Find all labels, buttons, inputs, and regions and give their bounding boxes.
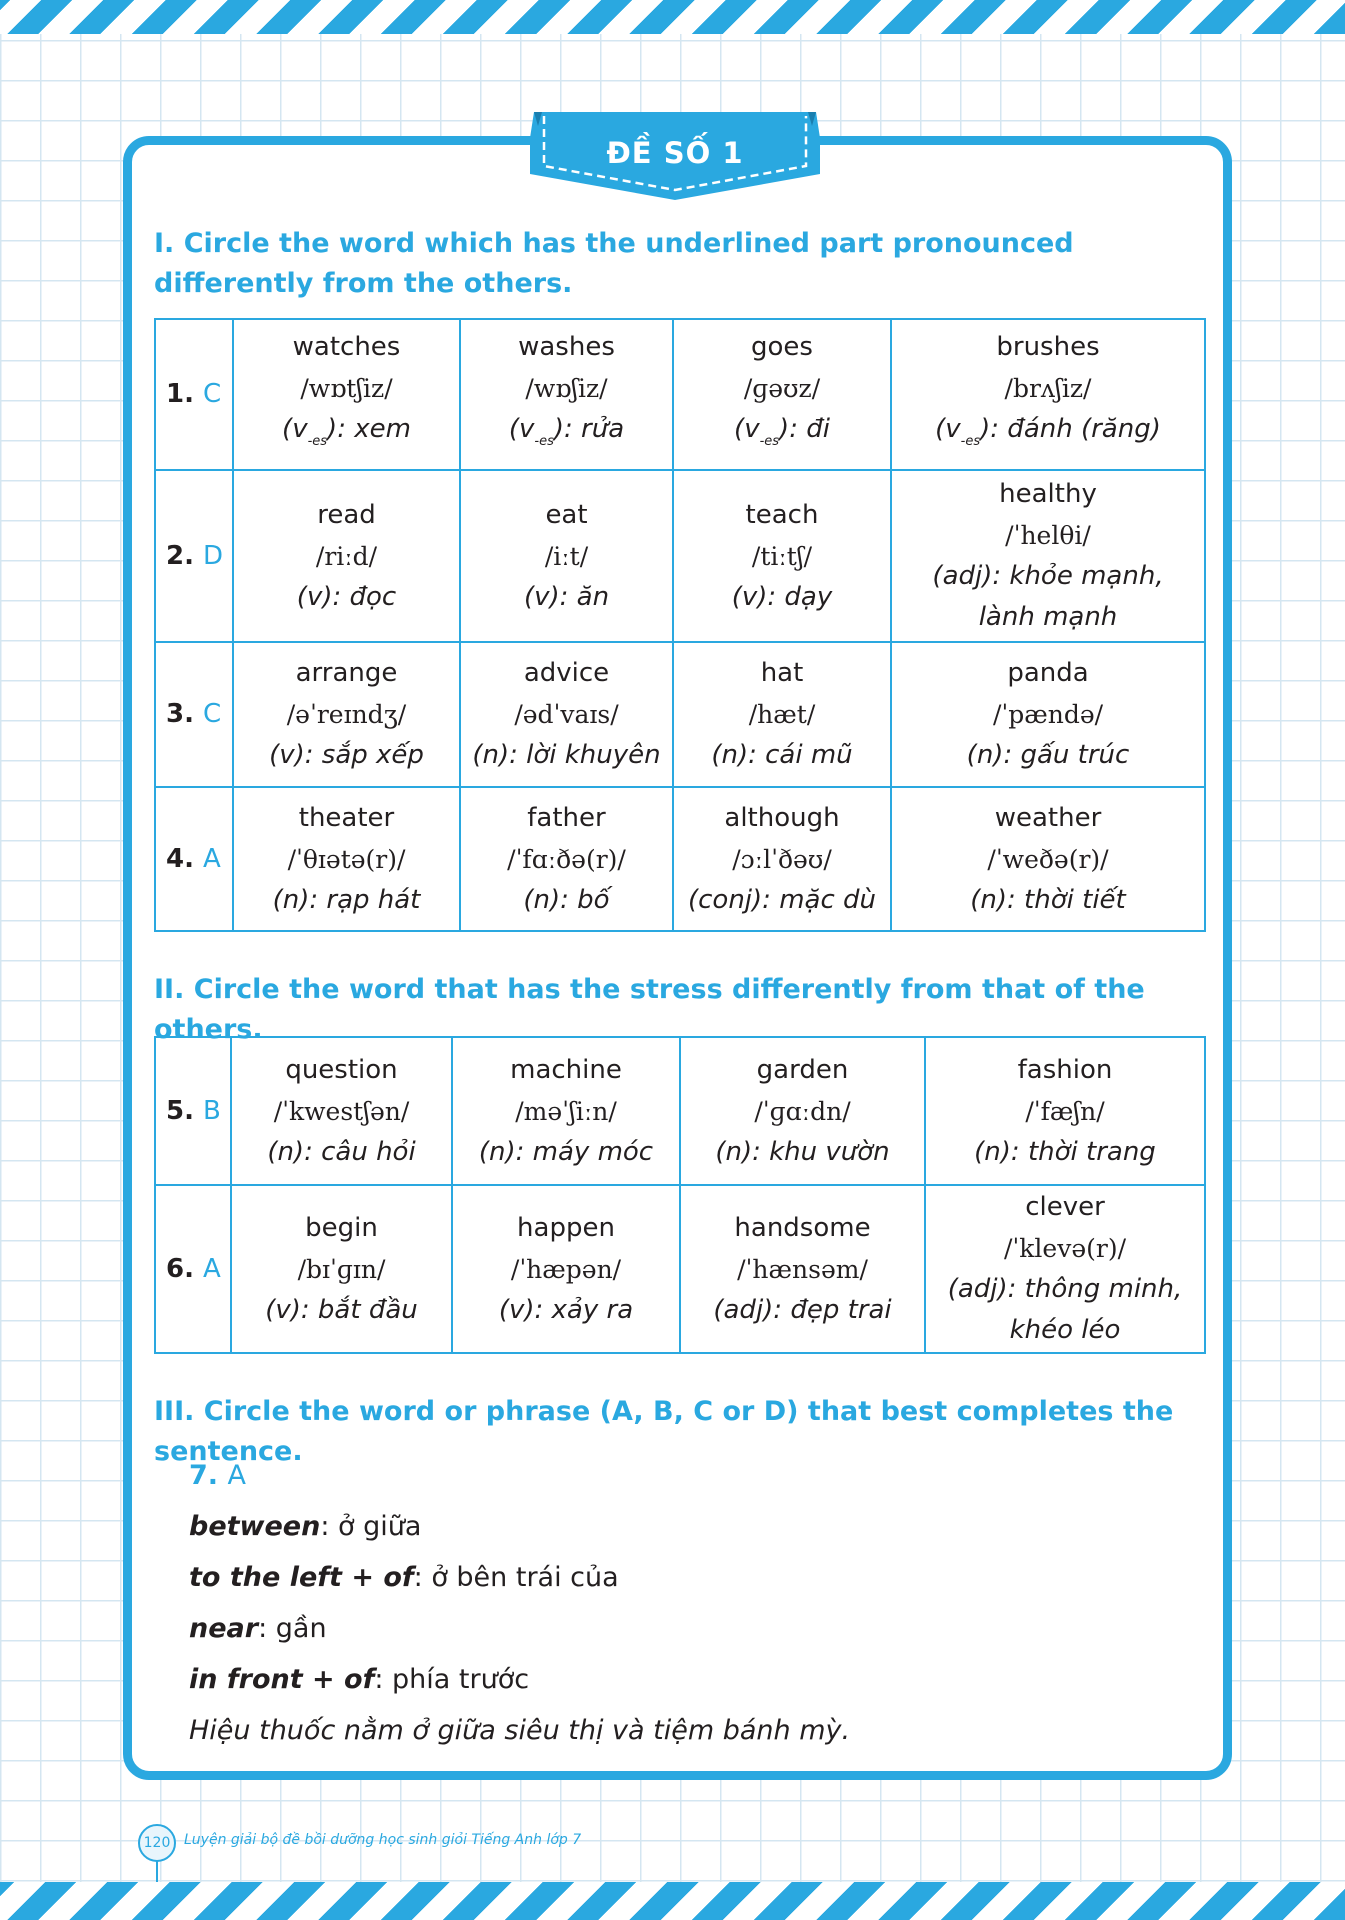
table-row	[155, 1185, 1205, 1353]
word-cell: read /riːd/ (v): đọc	[233, 470, 460, 642]
table-row	[155, 787, 1205, 931]
word-cell: clever /ˈklevə(r)/ (adj): thông minh, khéo léo	[925, 1185, 1205, 1353]
bottom-stripe-border	[0, 1882, 1345, 1920]
table-row	[155, 319, 1205, 470]
question-number-cell: 3. C	[155, 642, 233, 787]
word-cell: weather /ˈweðə(r)/ (n): thời tiết	[891, 787, 1205, 931]
answer-letter: B	[203, 1095, 221, 1126]
table-row	[155, 1037, 1205, 1185]
word-cell: panda /ˈpændə/ (n): gấu trúc	[891, 642, 1205, 787]
translation-line: Hiệu thuốc nằm ở giữa siêu thị và tiệm bánh mỳ.	[189, 1715, 851, 1746]
word-cell: washes /wɒʃiz/ $(v_{-es})$: rửa	[460, 319, 673, 470]
word-cell: healthy /ˈhelθi/ (adj): khỏe mạnh, lành mạnh	[891, 470, 1205, 642]
vocab-line: near: gần	[189, 1613, 327, 1644]
word-cell: garden /ˈɡɑːdn/ (n): khu vườn	[680, 1037, 925, 1185]
section-2-table	[154, 1036, 1206, 1354]
word-cell: hat /hæt/ (n): cái mũ	[673, 642, 891, 787]
word-cell: eat /iːt/ (v): ăn	[460, 470, 673, 642]
answer-letter: C	[203, 699, 222, 729]
question-7	[189, 1450, 1189, 1756]
question-number-cell: 1. C	[155, 319, 233, 470]
table-row	[155, 642, 1205, 787]
word-cell: father /ˈfɑːðə(r)/ (n): bố	[460, 787, 673, 931]
table-row	[155, 470, 1205, 642]
page-number: 120	[138, 1824, 176, 1862]
question-number-cell: 2. D	[155, 470, 233, 642]
book-title: Luyện giải bộ đề bồi dưỡng học sinh giỏi Tiếng Anh lớp 7	[184, 1832, 582, 1848]
question-7-number: 7. A	[189, 1460, 246, 1491]
vocab-line: between: ở giữa	[189, 1511, 422, 1542]
question-number-cell: 5. B	[155, 1037, 231, 1185]
answer-letter: A	[203, 1253, 221, 1284]
vocab-line: in front + of: phía trước	[189, 1664, 530, 1695]
word-cell: handsome /ˈhænsəm/ (adj): đẹp trai	[680, 1185, 925, 1353]
word-cell: brushes /brʌʃiz/ $(v_{-es})$: đánh (răng)	[891, 319, 1205, 470]
word-cell: question /ˈkwestʃən/ (n): câu hỏi	[231, 1037, 452, 1185]
section-1-table	[154, 318, 1206, 932]
question-number-cell: 4. A	[155, 787, 233, 931]
word-cell: arrange /əˈreɪndʒ/ (v): sắp xếp	[233, 642, 460, 787]
section-2-heading: II. Circle the word that has the stress differently from that of the others.	[154, 974, 1145, 1045]
answer-letter: D	[203, 540, 224, 571]
word-cell: although /ɔːlˈðəʊ/ (conj): mặc dù	[673, 787, 891, 931]
word-cell: teach /tiːtʃ/ (v): dạy	[673, 470, 891, 642]
answer-letter: A	[227, 1460, 246, 1491]
word-cell: happen /ˈhæpən/ (v): xảy ra	[452, 1185, 680, 1353]
word-cell: machine /məˈʃiːn/ (n): máy móc	[452, 1037, 680, 1185]
answer-letter: C	[203, 379, 222, 409]
word-cell: goes /ɡəʊz/ $(v_{-es})$: đi	[673, 319, 891, 470]
answer-letter: A	[203, 843, 221, 874]
word-cell: theater /ˈθɪətə(r)/ (n): rạp hát	[233, 787, 460, 931]
word-cell: begin /bɪˈɡɪn/ (v): bắt đầu	[231, 1185, 452, 1353]
exam-title: ĐỀ SỐ 1	[606, 136, 744, 170]
section-3-heading: III. Circle the word or phrase (A, B, C or D) that best completes the sentence.	[154, 1396, 1174, 1467]
header-tab	[530, 112, 820, 200]
section-1-heading: I. Circle the word which has the underlined part pronounced differently from the others.	[154, 228, 1074, 299]
vocab-line: to the left + of: ở bên trái của	[189, 1562, 619, 1593]
word-cell: advice /ədˈvaɪs/ (n): lời khuyên	[460, 642, 673, 787]
question-number-cell: 6. A	[155, 1185, 231, 1353]
word-cell: watches /wɒtʃiz/ $(v_{-es})$: xem	[233, 319, 460, 470]
word-cell: fashion /ˈfæʃn/ (n): thời trang	[925, 1037, 1205, 1185]
top-stripe-border	[0, 0, 1345, 34]
